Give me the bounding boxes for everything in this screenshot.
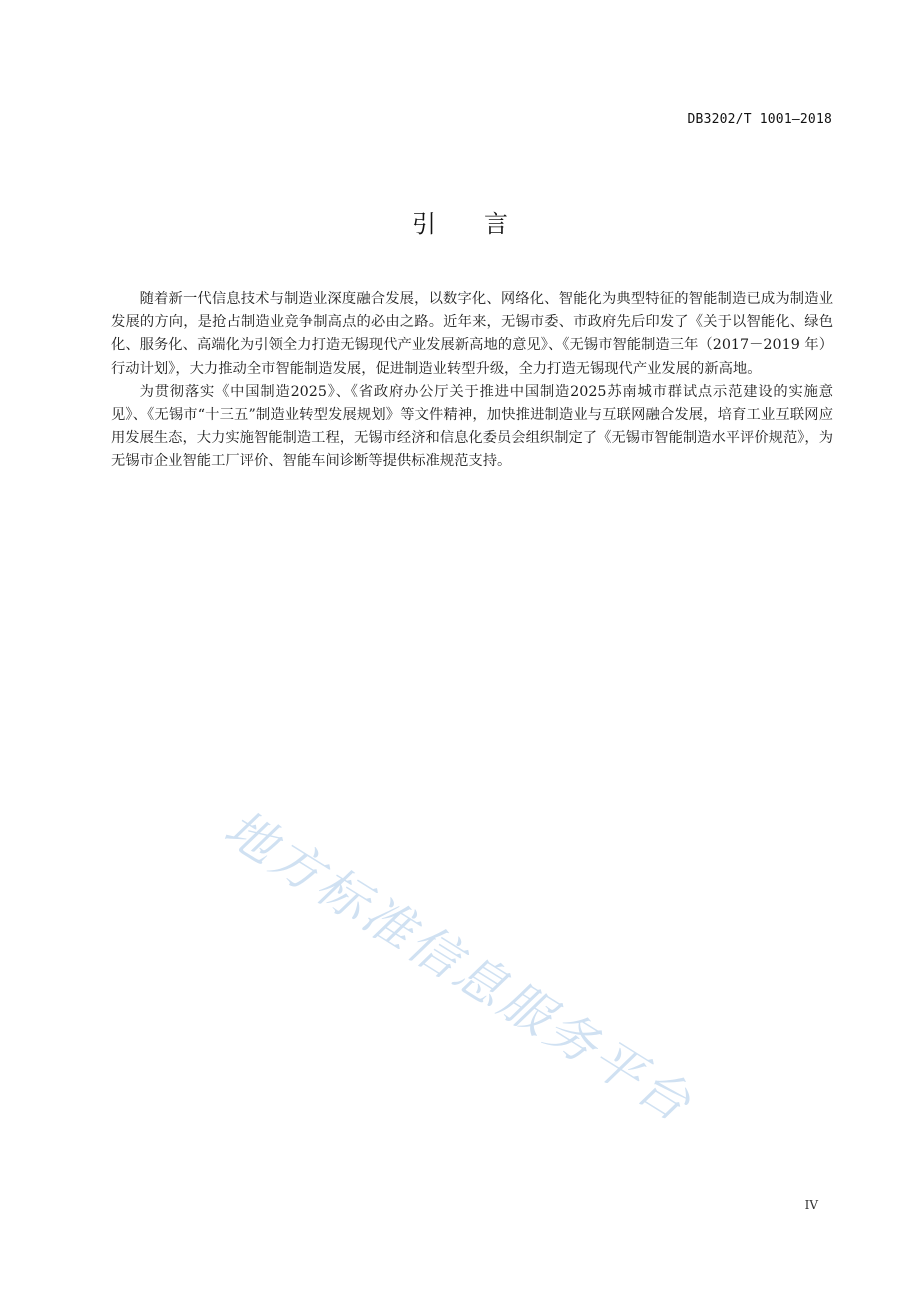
watermark: 地方标准信息服务平台 bbox=[214, 798, 704, 1135]
document-code: DB3202/T 1001—2018 bbox=[687, 112, 832, 127]
body-text bbox=[111, 288, 833, 474]
paragraph-2: 为贯彻落实《中国制造2025》、《省政府办公厅关于推进中国制造2025苏南城市群试点示范建设的实施意见》、《无锡市“十三五”制造业转型发展规划》等文件精神，加快推进制造业与互联网融合发展，培育工业互联网应用发展生态，大力实施智能制造工程，无锡市经济和信息化委员会组织制定了《无锡市智能制造水平评价规范》，为无锡市企业智能工厂评价、智能车间诊断等提供标准规范支持。 bbox=[111, 383, 833, 470]
page-title: 引言 bbox=[412, 210, 556, 238]
page-number: IV bbox=[804, 1198, 818, 1212]
paragraph-1: 随着新一代信息技术与制造业深度融合发展，以数字化、网络化、智能化为典型特征的智能制造已成为制造业发展的方向，是抢占制造业竞争制高点的必由之路。近年来，无锡市委、市政府先后印发了《关于以智能化、绿色化、服务化、高端化为引领全力打造无锡现代产业发展新高地的意见》、《无锡市智能制造三年（2017－2019 年）行动计划》，大力推动全市智能制造发展，促进制造业转型升级，全力打造无锡现代产业发展的新高地。 bbox=[111, 291, 833, 377]
